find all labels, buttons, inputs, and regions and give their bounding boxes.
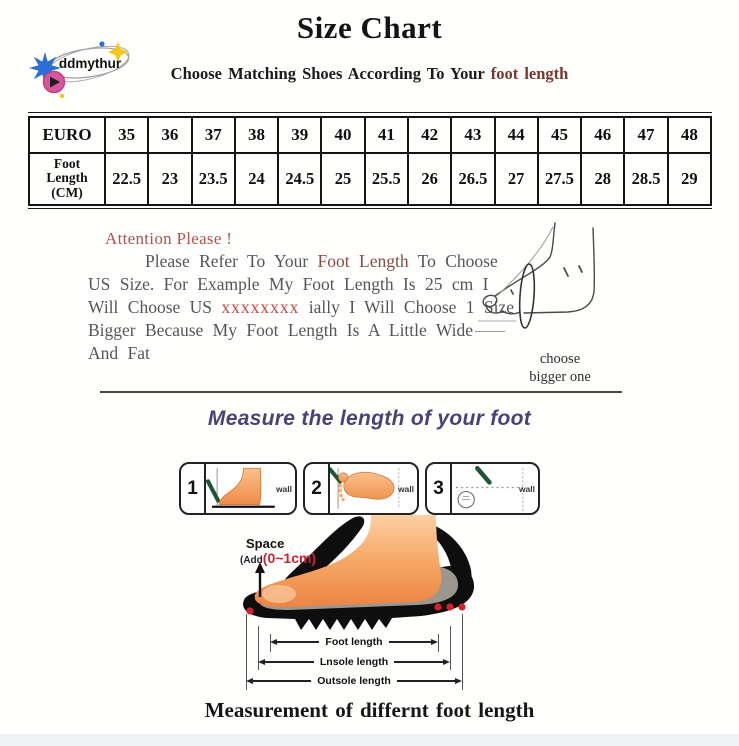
euro-size-cell: 42: [408, 117, 451, 153]
subtitle: [0, 64, 739, 84]
blue-dot: [99, 41, 104, 46]
foot-sketch-illustration: [478, 215, 640, 350]
foot-length-cell: 24: [235, 153, 278, 205]
bottom-caption: Measurement of differnt foot length: [204, 698, 535, 722]
foot-length-cell: 27: [495, 153, 538, 205]
measurement-row-insole-length: Lnsole length: [258, 658, 450, 666]
measurement-row-outsole-length: Outsole length: [246, 677, 462, 685]
wall-label: wall: [397, 483, 414, 494]
euro-size-cell: 35: [105, 117, 148, 153]
euro-row-label: EURO: [29, 117, 105, 153]
guide-line: [450, 626, 451, 670]
euro-size-cell: 43: [451, 117, 494, 153]
heel-marker-dot: [434, 603, 441, 610]
step-panel-3: [425, 462, 540, 515]
foot-length-cell: 25.5: [365, 153, 408, 205]
euro-size-cell: 47: [624, 117, 667, 153]
euro-row: [29, 117, 711, 153]
brand-name: ddmythur: [58, 56, 122, 71]
attention-heading: Attention Please !: [105, 229, 233, 248]
pencil-icon: [477, 468, 489, 482]
foot-length-cell: 24.5: [278, 153, 321, 205]
redacted-size-text: xxxxxxxx: [221, 297, 300, 317]
step-panel-2: [303, 462, 419, 515]
foot-length-row: [29, 153, 711, 205]
step-number: 3: [427, 464, 452, 513]
euro-size-cell: 38: [235, 117, 278, 153]
measuring-loop: [518, 264, 536, 329]
foot-length-cell: 23.5: [192, 153, 235, 205]
attention-paragraph: Please Refer To Your Foot Length To Choose US Size. For Example My Foot Length Is 25 cm I Will Choose US xxxxxxxx ially I Will Choose 1 Size Bigger Because My Foot Length Is A Little Wide And Fat: [88, 251, 515, 363]
choose-bigger-note: choose bigger one: [529, 351, 591, 385]
bottom-strip: [0, 734, 739, 746]
big-foot-diagram: [225, 512, 505, 647]
euro-size-cell: 39: [278, 117, 321, 153]
foot-length-cell: 26: [408, 153, 451, 205]
size-chart-table: [28, 116, 712, 206]
euro-size-cell: 37: [192, 117, 235, 153]
space-label: Space: [246, 536, 285, 551]
foot-length-cell: 28: [581, 153, 624, 205]
heel-marker-dot: [446, 603, 453, 610]
euro-size-cell: 44: [495, 117, 538, 153]
euro-size-cell: 45: [538, 117, 581, 153]
toe-marker-dot: [246, 607, 253, 614]
section-divider: [100, 391, 622, 393]
step-number: 2: [305, 464, 330, 513]
subtitle-highlight: foot length: [490, 64, 569, 83]
euro-size-cell: 46: [581, 117, 624, 153]
wall-label: wall: [275, 483, 292, 494]
page-title: Size Chart: [296, 10, 443, 45]
euro-size-cell: 41: [365, 117, 408, 153]
foot-length-cell: 23: [148, 153, 191, 205]
foot-length-cell: 28.5: [624, 153, 667, 205]
euro-size-cell: 36: [148, 117, 191, 153]
yellow-dot: [60, 94, 64, 98]
step-number: 1: [181, 464, 206, 513]
measurement-row-foot-length: Foot length: [270, 638, 438, 646]
heel-marker-dot: [458, 603, 465, 610]
step-panel-1: [179, 462, 297, 515]
guide-line: [438, 634, 439, 652]
foot-length-cell: 27.5: [538, 153, 581, 205]
euro-size-cell: 40: [321, 117, 364, 153]
foot-length-cell: 26.5: [451, 153, 494, 205]
foot-length-highlight: Foot Length: [317, 251, 409, 271]
foot-length-cell: 29: [668, 153, 711, 205]
wall-label: wall: [518, 483, 535, 494]
size-chart-table-frame: [28, 112, 712, 209]
subtitle-prefix: Choose Matching Shoes According To Your: [170, 64, 491, 83]
foot-length-cell: 22.5: [105, 153, 148, 205]
foot-length-cell: 25: [321, 153, 364, 205]
add-range-label: (Add(0~1cm): [240, 550, 317, 566]
measure-heading: Measure the length of your foot: [207, 407, 532, 430]
euro-size-cell: 48: [668, 117, 711, 153]
foot-length-row-label: Foot Length (CM): [29, 153, 105, 205]
guide-line: [462, 614, 463, 690]
